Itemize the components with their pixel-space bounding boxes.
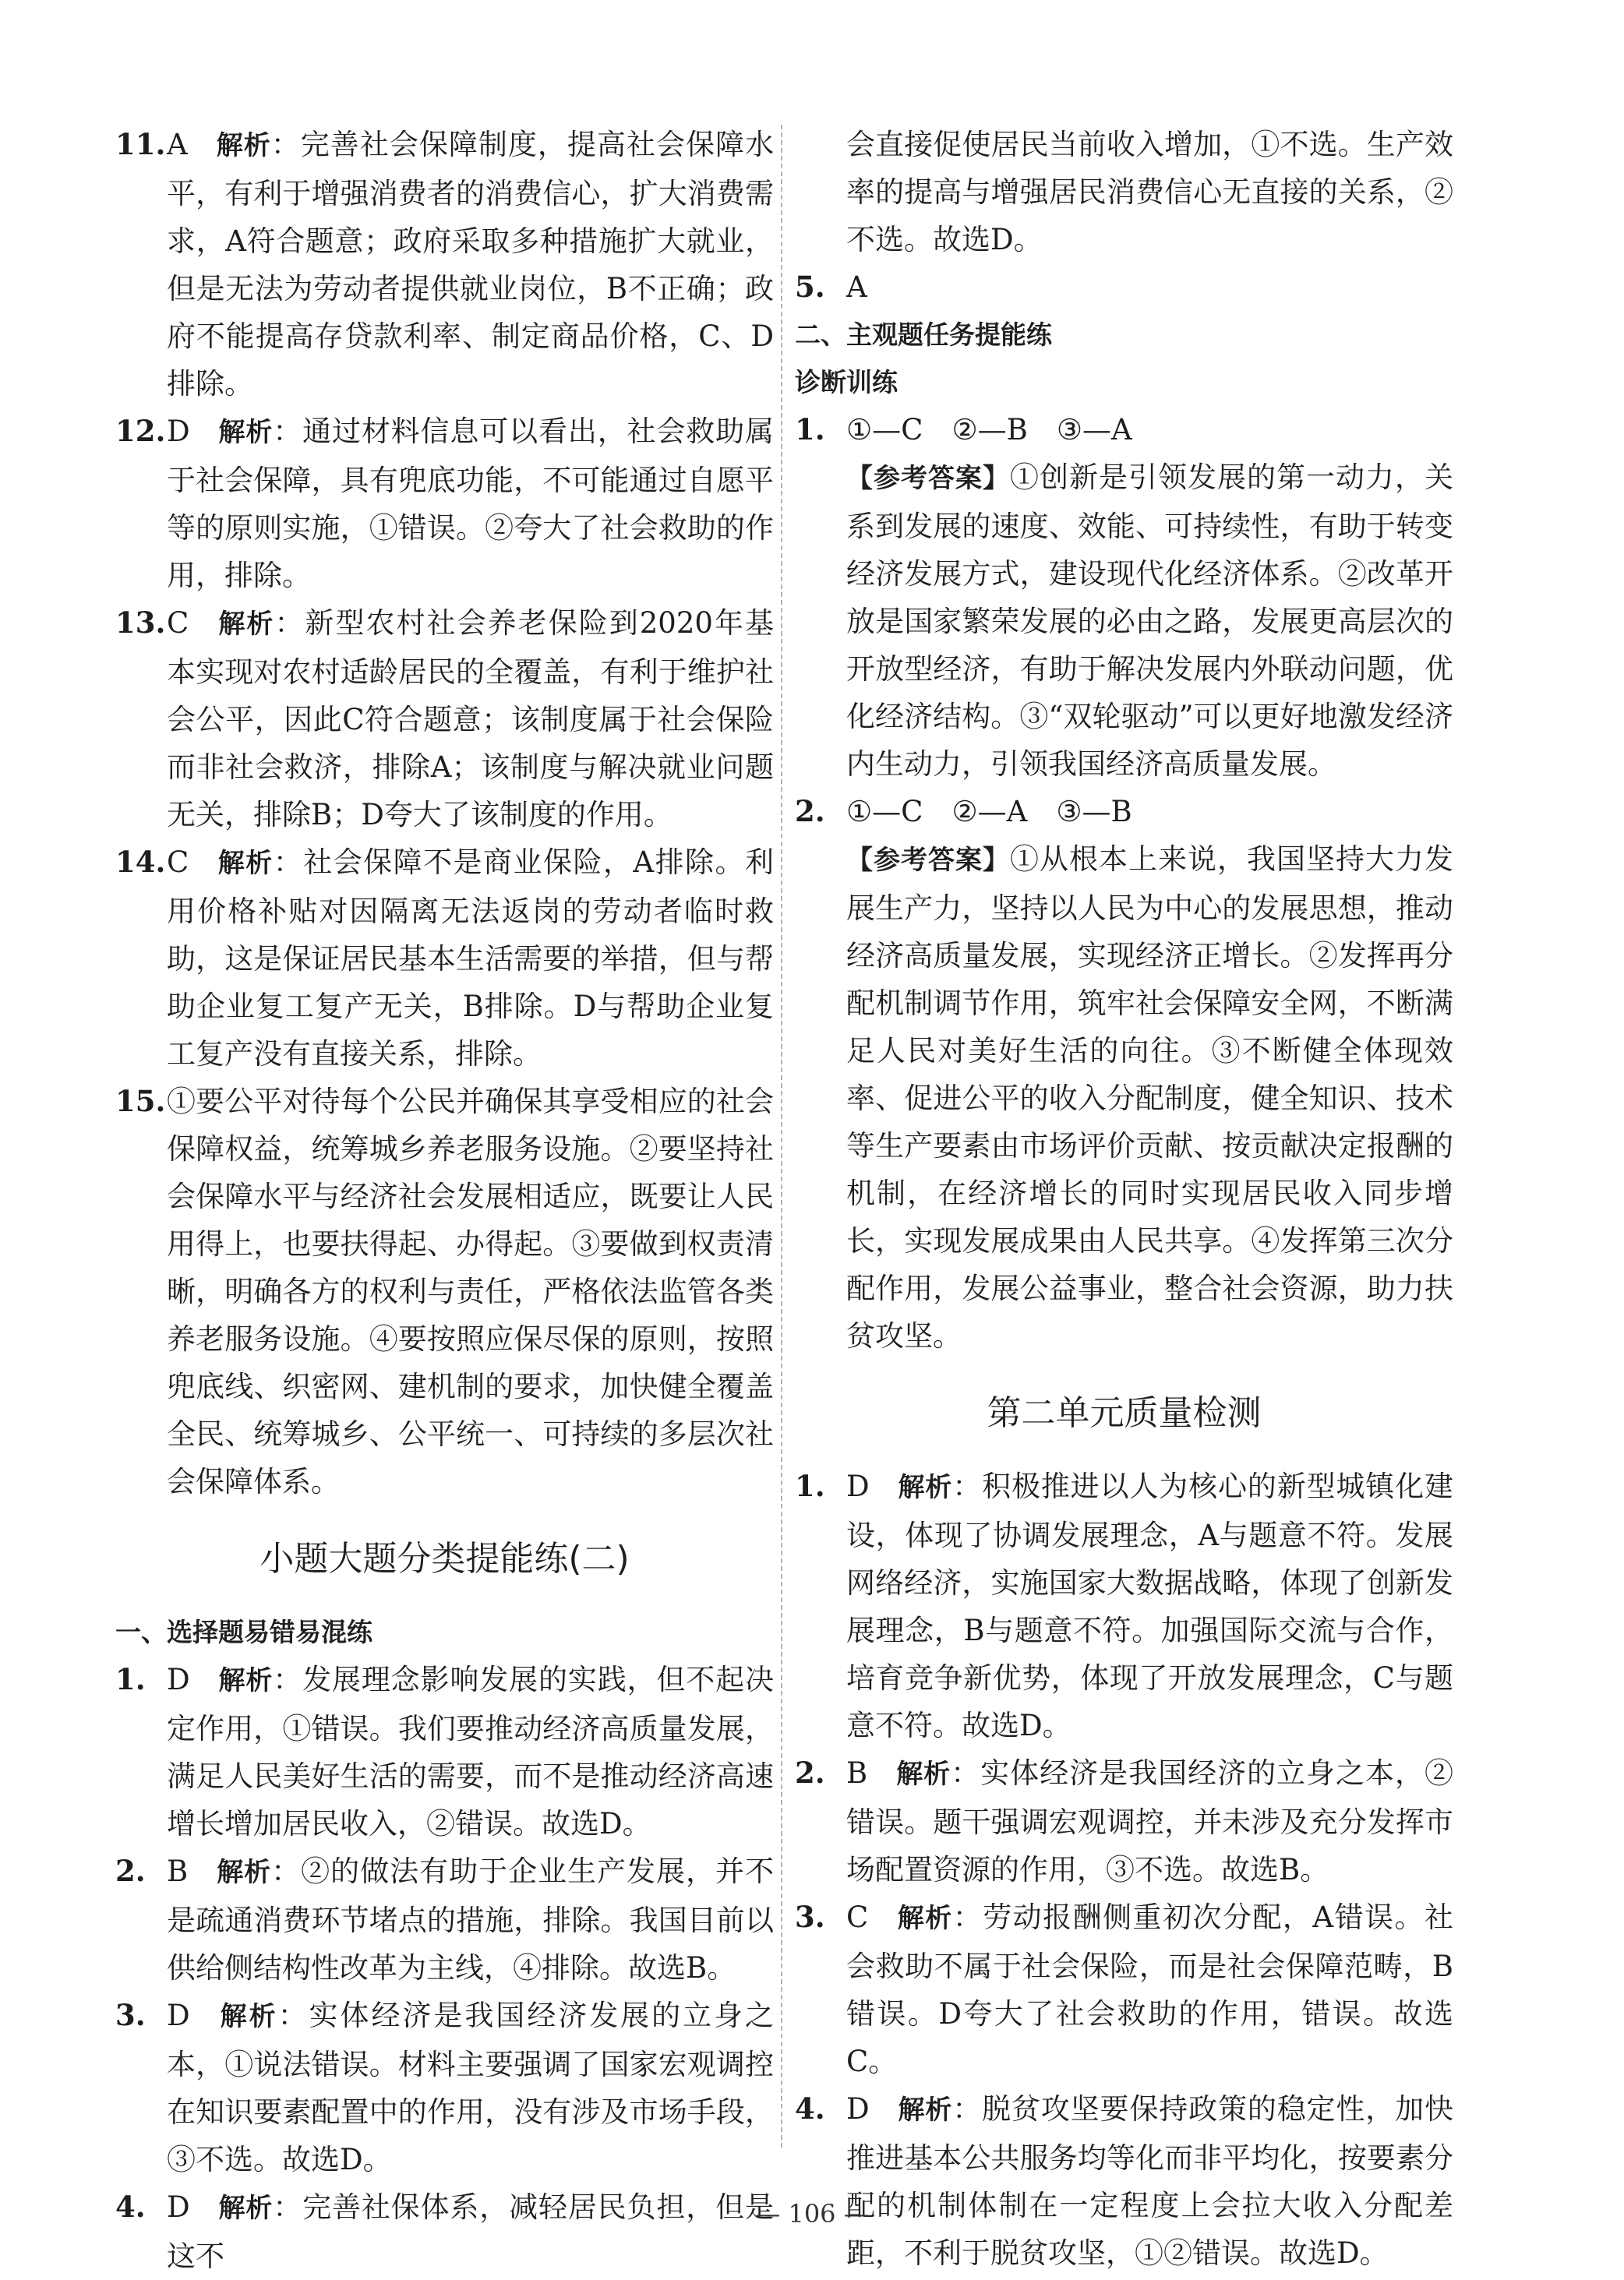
answer-item bbox=[795, 1463, 1453, 1749]
analysis-label: 解析 bbox=[217, 1665, 274, 1696]
answer-item bbox=[115, 408, 774, 599]
item-answer: D bbox=[167, 1663, 190, 1696]
item-answer: A bbox=[846, 270, 867, 304]
item-text: ：实体经济是我国经济的立身之本，②错误。题干强调宏观调控，并未涉及充分发挥市场配置资源的作用，③不选。故选B。 bbox=[846, 1756, 1453, 1886]
item-answer: B bbox=[846, 1756, 868, 1790]
analysis-label: 解析 bbox=[215, 130, 271, 161]
matching-answer: ①—C ②—A ③—B bbox=[846, 795, 1132, 828]
item-number: 15. bbox=[115, 1084, 166, 1118]
reference-text: ①创新是引领发展的第一动力，关系到发展的速度、效能、可持续性，有助于转变经济发展方式，建设现代化经济体系。②改革开放是国家繁荣发展的必由之路，发展更高层次的开放型经济，有助于解决发展内外联动问题，优化经济结构。③“双轮驱动”可以更好地激发经济内生动力，引领我国经济高质量发展。 bbox=[846, 461, 1453, 781]
item-number: 2. bbox=[115, 1854, 146, 1888]
analysis-label: 解析 bbox=[217, 2001, 278, 2032]
item-text: ：发展理念影响发展的实践，但不起决定作用，①错误。我们要推动经济高质量发展，满足人民美好生活的需要，而不是推动经济高速增长增加居民收入，②错误。故选D。 bbox=[167, 1663, 774, 1841]
item-answer: B bbox=[167, 1855, 189, 1888]
item-text: ：社会保障不是商业保险，A排除。利用价格补贴对因隔离无法返岗的劳动者临时救助，这是保证居民基本生活需要的举措，但与帮助企业复工复产无关，B排除。D与帮助企业复工复产没有直接关系，排除。 bbox=[167, 845, 774, 1071]
sub-heading-subjective: 二、主观题任务提能练 bbox=[795, 319, 1052, 350]
answer-item-5 bbox=[795, 263, 1453, 311]
item-number: 1. bbox=[795, 412, 825, 446]
reference-text: ①从根本上来说，我国坚持大力发展生产力，坚持以人民为中心的发展思想，推动经济高质量发展，实现经济正增长。②发挥再分配机制调节作用，筑牢社会保障安全网，不断满足人民对美好生活的向往。③不断健全体现效率、促进公平的收入分配制度，健全知识、技术等生产要素由市场评价贡献、按贡献决定报酬的机制，在经济增长的同时实现居民收入同步增长，实现发展成果由人民共享。④发挥第三次分配作用，发展公益事业，整合社会资源，助力扶贫攻坚。 bbox=[846, 842, 1453, 1353]
item-number: 3. bbox=[795, 1900, 825, 1934]
item-number: 5. bbox=[795, 270, 825, 304]
answer-list-c bbox=[795, 1463, 1453, 2277]
subjective-item bbox=[795, 788, 1453, 835]
item-answer: D bbox=[167, 2190, 190, 2224]
answer-item bbox=[115, 121, 774, 408]
item-text: ：完善社会保障制度，提高社会保障水平，有利于增强消费者的消费信心，扩大消费需求，A符合题意；政府采取多种措施扩大就业，但是无法为劳动者提供就业岗位，B不正确；政府不能提高存贷款利率、制定商品价格，C、D排除。 bbox=[167, 128, 775, 401]
answer-list-a bbox=[115, 121, 774, 1505]
item-text: ：完善社保体系，减轻居民负担，但是这不 bbox=[167, 2190, 774, 2273]
analysis-label: 解析 bbox=[217, 417, 274, 448]
matching-answer: ①—C ②—B ③—A bbox=[846, 413, 1132, 446]
item-text: ：脱贫攻坚要保持政策的稳定性，加快推进基本公共服务均等化而非平均化，按要素分配的机制体制在一定程度上会拉大收入分配差距，不利于脱贫攻坚，①②错误。故选D。 bbox=[846, 2092, 1453, 2270]
section-title-right: 第二单元质量检测 bbox=[987, 1393, 1262, 1433]
item-text: ：实体经济是我国经济发展的立身之本，①说法错误。材料主要强调了国家宏观调控在知识要素配置中的作用，没有涉及市场手段，③不选。故选D。 bbox=[167, 1999, 775, 2176]
item-text: ：②的做法有助于企业生产发展，并不是疏通消费环节堵点的措施，排除。我国目前以供给侧结构性改革为主线，④排除。故选B。 bbox=[167, 1855, 774, 1985]
analysis-label: 解析 bbox=[896, 1903, 953, 1934]
answer-item bbox=[115, 599, 774, 838]
analysis-label: 解析 bbox=[216, 1857, 272, 1888]
answer-item bbox=[795, 1894, 1453, 2085]
answer-item bbox=[115, 2183, 774, 2280]
item-answer: D bbox=[167, 415, 190, 448]
subjective-list bbox=[795, 406, 1453, 1360]
item-answer: C bbox=[167, 606, 189, 640]
reference-label: 【参考答案】 bbox=[846, 845, 1010, 876]
item-answer: D bbox=[167, 1999, 190, 2032]
item-answer: D bbox=[846, 2092, 870, 2126]
sub-heading-choice: 一、选择题易错易混练 bbox=[115, 1617, 372, 1647]
analysis-label: 解析 bbox=[895, 1759, 951, 1790]
item-number: 4. bbox=[795, 2091, 825, 2126]
analysis-label: 解析 bbox=[897, 1472, 953, 1503]
item-text: ：新型农村社会养老保险到2020年基本实现对农村适龄居民的全覆盖，有利于维护社会公平，因此C符合题意；该制度属于社会保险而非社会救济，排除A；该制度与解决就业问题无关，排除B；D夸大了该制度的作用。 bbox=[167, 606, 774, 831]
answer-item bbox=[115, 1992, 774, 2183]
answer-item bbox=[115, 838, 774, 1078]
page-number: — 106 — bbox=[755, 2199, 869, 2229]
analysis-label: 解析 bbox=[217, 848, 274, 879]
item-number: 3. bbox=[115, 1998, 146, 2032]
answer-list-b bbox=[115, 1656, 774, 2280]
item-answer: A bbox=[167, 128, 188, 161]
item-number: 12. bbox=[115, 414, 166, 448]
item-number: 2. bbox=[795, 1756, 825, 1790]
item-number: 1. bbox=[795, 1469, 825, 1503]
item-answer: C bbox=[846, 1901, 869, 1934]
subjective-item bbox=[795, 406, 1453, 454]
item-number: 2. bbox=[795, 794, 825, 828]
column-divider bbox=[781, 125, 782, 2148]
item-answer: D bbox=[846, 1470, 870, 1503]
answer-item bbox=[115, 1848, 774, 1992]
analysis-label: 解析 bbox=[217, 609, 275, 640]
analysis-label: 解析 bbox=[217, 2193, 274, 2224]
diag-heading: 诊断训练 bbox=[795, 367, 898, 397]
item-text: ①要公平对待每个公民并确保其享受相应的社会保障权益，统筹城乡养老服务设施。②要坚持社会保障水平与经济社会发展相适应，既要让人民用得上，也要扶得起、办得起。③要做到权责清晰，明确各方的权利与责任，严格依法监管各类养老服务设施。④要按照应保尽保的原则，按照兜底线、织密网、建机制的要求，加快健全覆盖全民、统筹城乡、公平统一、可持续的多层次社会保障体系。 bbox=[167, 1085, 774, 1498]
reference-answer bbox=[795, 835, 1453, 1360]
analysis-label: 解析 bbox=[897, 2095, 953, 2126]
reference-answer bbox=[795, 454, 1453, 788]
continuation-text: 会直接促使居民当前收入增加，①不选。生产效率的提高与增强居民消费信心无直接的关系，②不选。故选D。 bbox=[846, 128, 1453, 256]
section-title-left: 小题大题分类提能练(二) bbox=[259, 1539, 630, 1579]
item-answer: C bbox=[167, 845, 189, 879]
right-column bbox=[795, 121, 1453, 2277]
item-text: ：积极推进以人为核心的新型城镇化建设，体现了协调发展理念，A与题意不符。发展网络经济，实施国家大数据战略，体现了创新发展理念，B与题意不符。加强国际交流与合作，培育竞争新优势，体现了开放发展理念，C与题意不符。故选D。 bbox=[846, 1470, 1453, 1742]
item-number: 4. bbox=[115, 2190, 146, 2224]
left-column bbox=[115, 121, 774, 2280]
item-number: 13. bbox=[115, 605, 166, 640]
answer-item bbox=[115, 1078, 774, 1505]
item-text: ：劳动报酬侧重初次分配，A错误。社会救助不属于社会保险，而是社会保障范畴，B错误。D夸大了社会救助的作用，错误。故选C。 bbox=[846, 1901, 1453, 2078]
item-text: ：通过材料信息可以看出，社会救助属于社会保障，具有兜底功能，不可能通过自愿平等的原则实施，①错误。②夸大了社会救助的作用，排除。 bbox=[167, 415, 774, 592]
answer-item bbox=[795, 2085, 1453, 2277]
answer-item bbox=[115, 1656, 774, 1848]
reference-label: 【参考答案】 bbox=[846, 463, 1010, 494]
item-number: 1. bbox=[115, 1662, 146, 1696]
answer-item bbox=[795, 1749, 1453, 1894]
item-number: 14. bbox=[115, 845, 166, 879]
item-number: 11. bbox=[115, 127, 166, 161]
